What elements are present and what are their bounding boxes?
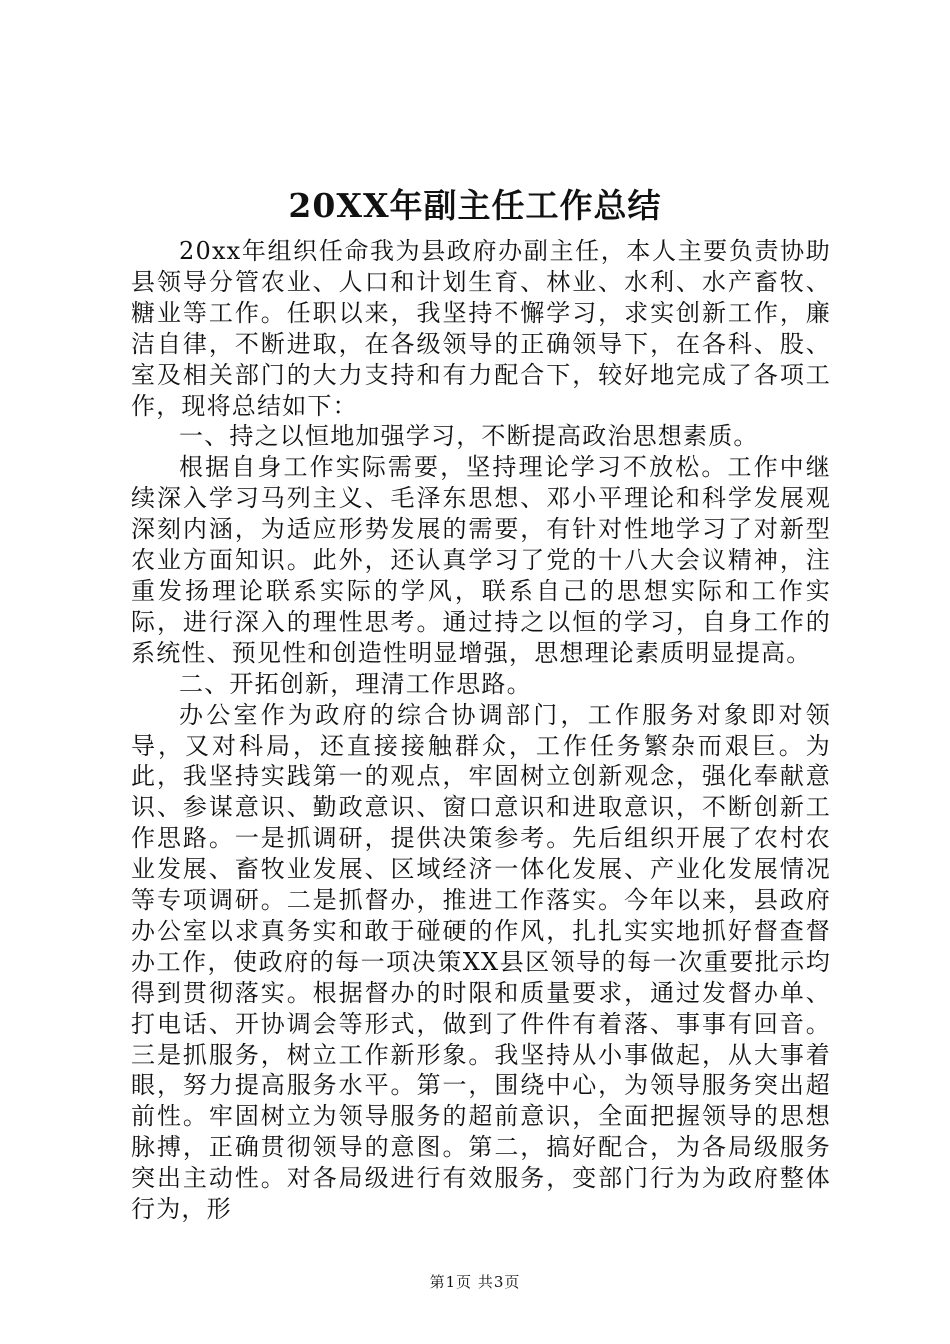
document-body xyxy=(131,236,831,1225)
section-heading-2: 二、开拓创新，理清工作思路。 xyxy=(179,669,532,698)
paragraph-innovation: 办公室作为政府的综合协调部门，工作服务对象即对领导，又对科局，还直接接触群众，工作任务繁杂而艰巨。为此，我坚持实践第一的观点，牢固树立创新观念，强化奉献意识、参谋意识、勤政意识、窗口意识和进取意识，不断创新工作思路。一是抓调研，提供决策参考。先后组织开展了农村农业发展、畜牧业发展、区域经济一体化发展、产业化发展情况等专项调研。二是抓督办，推进工作落实。今年以来，县政府办公室以求真务实和敢于碰硬的作风，扎扎实实地抓好督查督办工作，使政府的每一项决策XX县区领导的每一次重要批示均得到贯彻落实。根据督办的时限和质量要求，通过发督办单、打电话、开协调会等形式，做到了件件有着落、事事有回音。三是抓服务，树立工作新形象。我坚持从小事做起，从大事着眼，努力提高服务水平。第一，围绕中心，为领导服务突出超前性。牢固树立为领导服务的超前意识，全面把握领导的思想脉搏，正确贯彻领导的意图。第二，搞好配合，为各局级服务突出主动性。对各局级进行有效服务，变部门行为为政府整体行为，形 xyxy=(131,700,831,1224)
paragraph-study: 根据自身工作实际需要，坚持理论学习不放松。工作中继续深入学习马列主义、毛泽东思想、邓小平理论和科学发展观深刻内涵，为适应形势发展的需要，有针对性地学习了对新型农业方面知识。此外，还认真学习了党的十八大会议精神，注重发扬理论联系实际的学风，联系自己的思想实际和工作实际，进行深入的理性思考。通过持之以恒的学习，自身工作的系统性、预见性和创造性明显增强，思想理论素质明显提高。 xyxy=(131,453,831,667)
paragraph-intro: 20xx年组织任命我为县政府办副主任，本人主要负责协助县领导分管农业、人口和计划生育、林业、水利、水产畜牧、糖业等工作。任职以来，我坚持不懈学习，求实创新工作，廉洁自律，不断进取，在各级领导的正确领导下，在各科、股、室及相关部门的大力支持和有力配合下，较好地完成了各项工作，现将总结如下： xyxy=(131,237,831,420)
document-title: 20XX年副主任工作总结 xyxy=(288,186,662,225)
section-heading-1: 一、持之以恒地加强学习，不断提高政治思想素质。 xyxy=(179,422,759,451)
page-number-footer: 第1页 共3页 xyxy=(429,1273,521,1291)
